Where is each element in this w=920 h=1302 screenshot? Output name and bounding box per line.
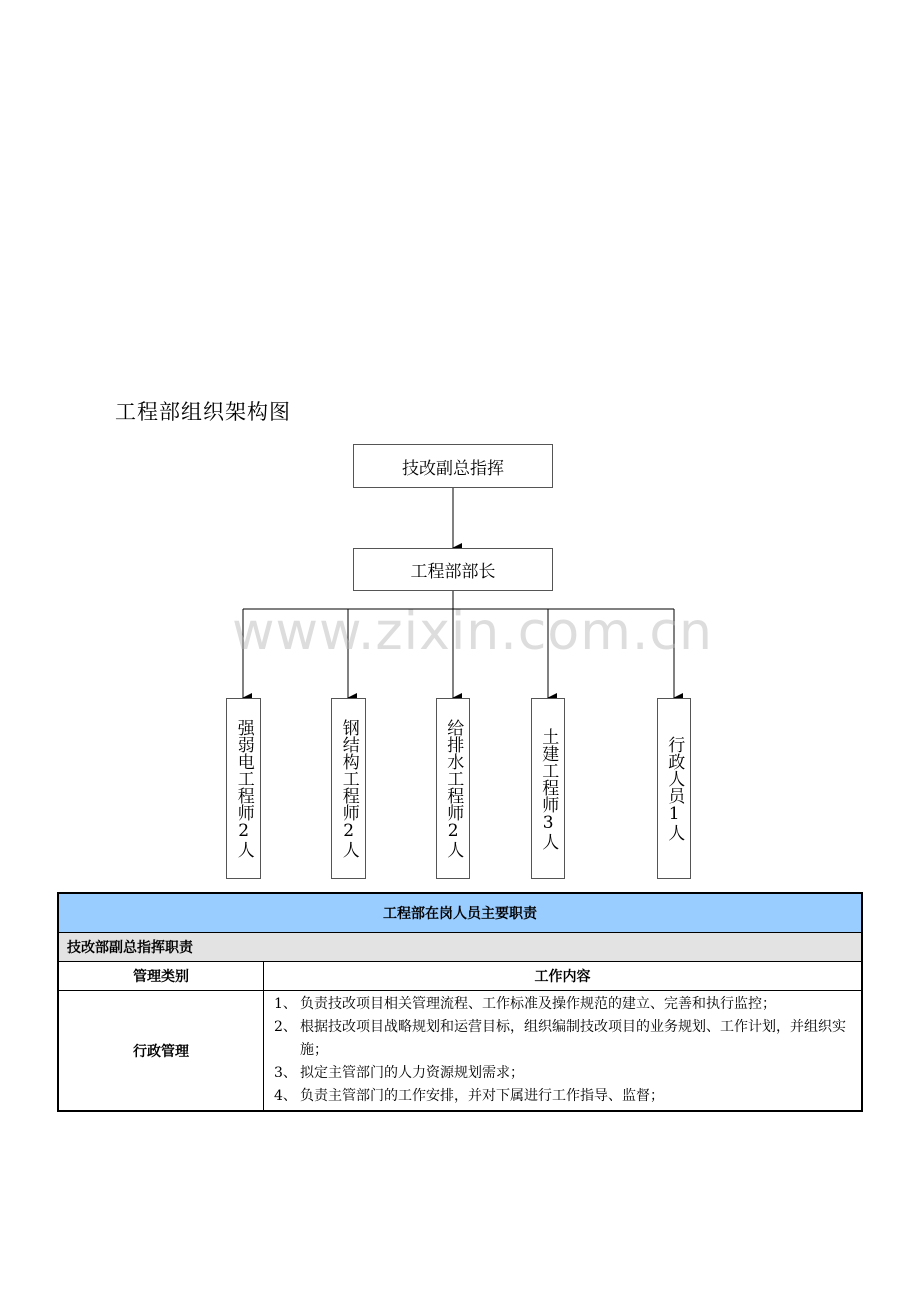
item-text: 负责技改项目相关管理流程、工作标准及操作规范的建立、完善和执行监控；: [300, 996, 776, 1012]
list-item: [274, 993, 855, 1016]
item-number: 2、: [274, 1019, 297, 1035]
duty-table-title: 工程部在岗人员主要职责: [58, 893, 862, 933]
item-number: 3、: [274, 1065, 297, 1081]
item-text: 拟定主管部门的人力资源规划需求；: [300, 1065, 524, 1081]
category-cell: 行政管理: [58, 991, 264, 1112]
column-header-content: 工作内容: [264, 962, 863, 991]
column-header-category: 管理类别: [58, 962, 264, 991]
content-cell: [264, 991, 863, 1112]
table-row: [58, 991, 862, 1112]
org-node-child-5: 行政人员1人: [657, 698, 691, 879]
org-node-child-3: 给排水工程师2人: [436, 698, 470, 879]
item-text: 根据技改项目战略规划和运营目标，组织编制技改项目的业务规划、工作计划，并组织实施；: [300, 1019, 846, 1058]
list-item: [274, 1062, 855, 1085]
duty-table: [57, 892, 863, 1112]
duty-table-header-row: [58, 962, 862, 991]
org-node-child-2: 钢结构工程师2人: [331, 698, 366, 879]
list-item: [274, 1085, 855, 1108]
watermark: www.zixin.com.cn: [232, 602, 713, 662]
org-node-child-4: 土建工程师3人: [531, 698, 565, 879]
org-node-child-1: 强弱电工程师2人: [226, 698, 261, 879]
org-node-middle: 工程部部长: [353, 548, 553, 591]
document-title: 工程部组织架构图: [115, 400, 291, 424]
list-item: [274, 1016, 855, 1062]
item-text: 负责主管部门的工作安排，并对下属进行工作指导、监督；: [300, 1088, 664, 1104]
duty-section-title: 技改部副总指挥职责: [58, 933, 862, 962]
item-number: 1、: [274, 996, 297, 1012]
org-node-top: 技改副总指挥: [353, 444, 553, 488]
item-number: 4、: [274, 1088, 297, 1104]
